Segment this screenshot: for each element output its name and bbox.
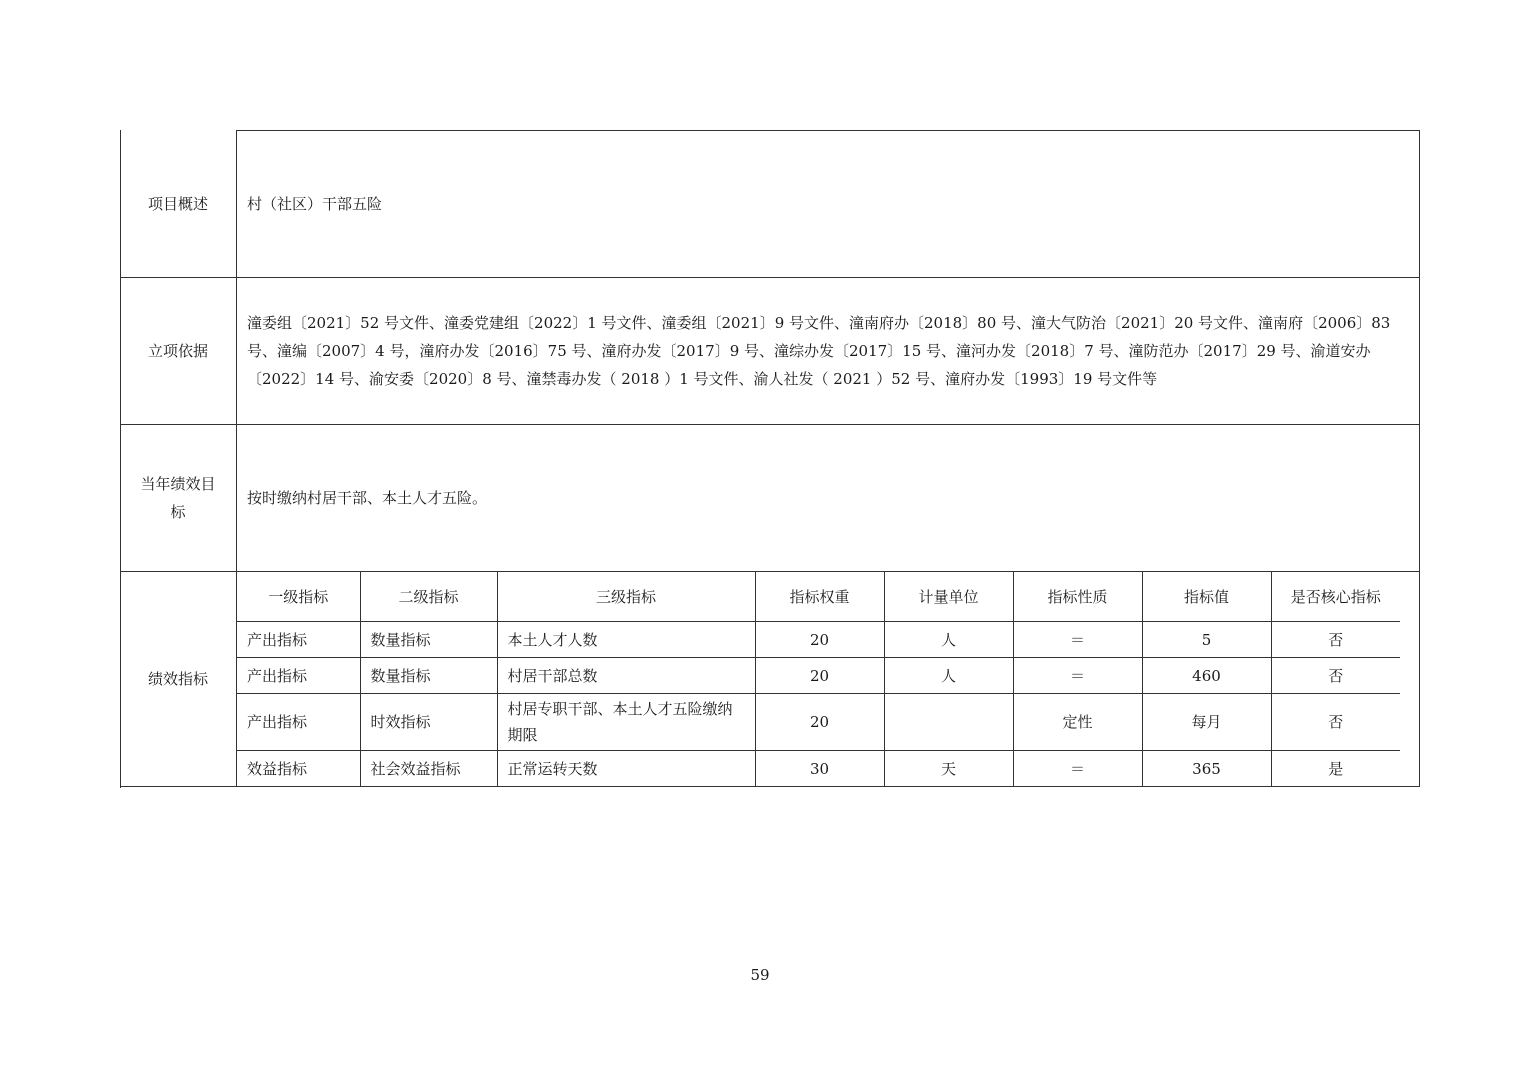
- cell-level2: 数量指标: [360, 622, 497, 658]
- table-row: [237, 694, 1400, 751]
- cell-core: 否: [1271, 658, 1400, 694]
- indicators-label: 绩效指标: [120, 572, 237, 787]
- cell-value: 460: [1142, 658, 1271, 694]
- cell-weight: 30: [755, 751, 884, 787]
- cell-unit: [884, 694, 1013, 751]
- overview-row: [120, 131, 1420, 278]
- header-weight: 指标权重: [755, 572, 884, 622]
- cell-level3: 村居干部总数: [497, 658, 755, 694]
- cell-unit: 天: [884, 751, 1013, 787]
- goal-label: [120, 425, 237, 572]
- cell-level1: 产出指标: [237, 658, 360, 694]
- cell-unit: 人: [884, 622, 1013, 658]
- cell-weight: 20: [755, 622, 884, 658]
- cell-level1: 产出指标: [237, 694, 360, 751]
- header-level3: 三级指标: [497, 572, 755, 622]
- header-core: 是否核心指标: [1271, 572, 1400, 622]
- basis-row: [120, 278, 1420, 425]
- cell-level3: 正常运转天数: [497, 751, 755, 787]
- header-unit: 计量单位: [884, 572, 1013, 622]
- cell-nature: ＝: [1013, 622, 1142, 658]
- cell-level1: 产出指标: [237, 622, 360, 658]
- indicators-header-row: [237, 572, 1400, 622]
- goal-content: 按时缴纳村居干部、本土人才五险。: [237, 425, 1420, 572]
- cell-core: 否: [1271, 694, 1400, 751]
- cell-weight: 20: [755, 658, 884, 694]
- header-nature: 指标性质: [1013, 572, 1142, 622]
- table-row: [237, 658, 1400, 694]
- cell-level2: 时效指标: [360, 694, 497, 751]
- table-row: [237, 751, 1400, 787]
- goal-label-line1: 当年绩效目: [140, 475, 216, 493]
- table-row: [237, 622, 1400, 658]
- header-level2: 二级指标: [360, 572, 497, 622]
- cell-nature: ＝: [1013, 658, 1142, 694]
- indicators-row: [120, 572, 1420, 787]
- cell-core: 是: [1271, 751, 1400, 787]
- indicators-table: [237, 572, 1400, 786]
- project-table: [120, 130, 1420, 787]
- cell-nature: 定性: [1013, 694, 1142, 751]
- header-value: 指标值: [1142, 572, 1271, 622]
- page-number: 59: [750, 966, 770, 984]
- cell-value: 365: [1142, 751, 1271, 787]
- overview-content: 村（社区）干部五险: [237, 131, 1420, 278]
- basis-content: 潼委组〔2021〕52 号文件、潼委党建组〔2022〕1 号文件、潼委组〔2021〕9 号文件、潼南府办〔2018〕80 号、潼大气防治〔2021〕20 号文件、潼南府〔2006〕83 号、潼编〔2007〕4 号，潼府办发〔2016〕75 号、潼府办发〔2017〕9 号、潼综办发〔2017〕15 号、潼河办发〔2018〕7 号、潼防范办〔2017〕29 号、渝道安办〔2022〕14 号、渝安委〔2020〕8 号、潼禁毒办发（ 2018 ）1 号文件、渝人社发（ 2021 ）52 号、潼府办发〔1993〕19 号文件等: [237, 278, 1420, 425]
- cell-core: 否: [1271, 622, 1400, 658]
- overview-label: 项目概述: [120, 131, 237, 278]
- goal-row: [120, 425, 1420, 572]
- cell-level2: 数量指标: [360, 658, 497, 694]
- cell-value: 每月: [1142, 694, 1271, 751]
- cell-level3: 本土人才人数: [497, 622, 755, 658]
- cell-level2: 社会效益指标: [360, 751, 497, 787]
- cell-value: 5: [1142, 622, 1271, 658]
- basis-label: 立项依据: [120, 278, 237, 425]
- cell-nature: ＝: [1013, 751, 1142, 787]
- cell-unit: 人: [884, 658, 1013, 694]
- cell-level3: 村居专职干部、本土人才五险缴纳期限: [497, 694, 755, 751]
- goal-label-line2: 标: [170, 503, 186, 521]
- cell-level1: 效益指标: [247, 759, 308, 778]
- indicators-cell: [237, 572, 1420, 787]
- cell-weight: 20: [755, 694, 884, 751]
- header-level1: 一级指标: [237, 572, 360, 622]
